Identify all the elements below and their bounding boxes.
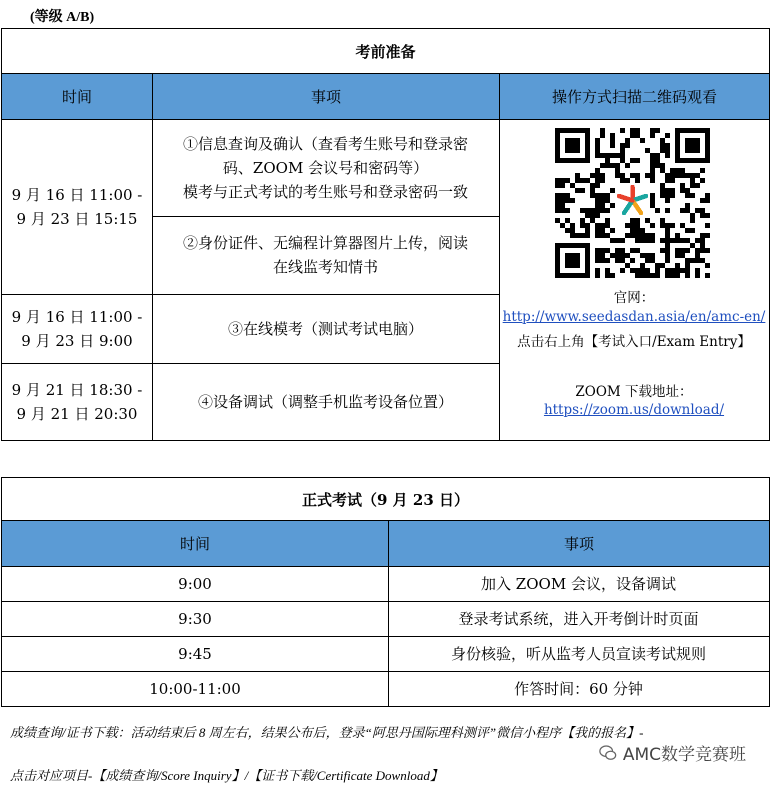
- pre-exam-title: 考前准备: [355, 42, 416, 61]
- pre-row1-item2: ②身份证件、无编程计算器图片上传，阅读 在线监考知情书: [182, 234, 468, 276]
- formal-row2-item: 登录考试系统，进入开考倒计时页面: [458, 609, 699, 628]
- pre-row3-time: 9 月 21 日 18:30 - 9 月 21 日 20:30: [11, 381, 143, 423]
- footer-line-2: 点击对应项目-【成绩查询/Score Inquiry】/【证书下载/Certificate Download】: [10, 768, 443, 783]
- pre-header-item: 事项: [152, 73, 499, 119]
- pre-row1-time: 9 月 16 日 11:00 - 9 月 23 日 15:15: [11, 185, 143, 228]
- operation-site-link-wrap: [499, 306, 769, 328]
- formal-header-item: 事项: [388, 520, 769, 566]
- pre-row2-time: 9 月 16 日 11:00 - 9 月 23 日 9:00: [11, 307, 143, 350]
- qr-code: [555, 128, 710, 278]
- operation-site-label: 官网：: [613, 290, 655, 306]
- grade-label: (等级 A/B): [30, 10, 95, 25]
- operation-click-hint: 点击右上角【考试入口/Exam Entry】: [517, 334, 751, 350]
- formal-exam-table: [1, 477, 770, 707]
- official-site-link[interactable]: http://www.seedasdan.asia/en/amc-en/: [502, 309, 766, 325]
- watermark: [599, 740, 746, 765]
- footer-line-1: 成绩查询/证书下载：活动结束后 8 周左右，结果公布后，登录“阿思丹国际理科测评”微信小程序【我的报名】-: [10, 725, 644, 740]
- formal-row4-time: 10:00-11:00: [149, 679, 241, 698]
- watermark-text: AMC数学竞赛班: [622, 745, 746, 765]
- formal-row2-time: 9:30: [178, 609, 212, 628]
- formal-row3-time: 9:45: [178, 644, 212, 663]
- formal-row1-item: 加入 ZOOM 会议，设备调试: [481, 574, 676, 593]
- zoom-download-link[interactable]: https://zoom.us/download/: [543, 402, 725, 418]
- wechat-icon: [599, 744, 617, 762]
- formal-row3-item: 身份核验，听从监考人员宣读考试规则: [450, 644, 706, 663]
- formal-exam-title: 正式考试（9 月 23 日）: [302, 490, 469, 509]
- formal-header-time: 时间: [2, 520, 388, 566]
- pre-header-time: 时间: [2, 73, 152, 119]
- operation-zoom-label: ZOOM 下载地址：: [575, 384, 693, 400]
- formal-row4-item: 作答时间：60 分钟: [514, 679, 643, 698]
- pre-header-operation: 操作方式扫描二维码观看: [499, 73, 769, 119]
- formal-row1-time: 9:00: [178, 574, 212, 593]
- pre-row3-item: ④设备调试（调整手机监考设备位置）: [197, 393, 453, 411]
- pre-row2-item: ③在线模考（测试考试电脑）: [227, 319, 423, 338]
- pre-row1-item1: ①信息查询及确认（查看考生账号和登录密 码、ZOOM 会议号和密码等） 模考与正式考试的考生账号和登录密码一致: [182, 134, 468, 201]
- operation-zoom-link-wrap: [499, 399, 769, 421]
